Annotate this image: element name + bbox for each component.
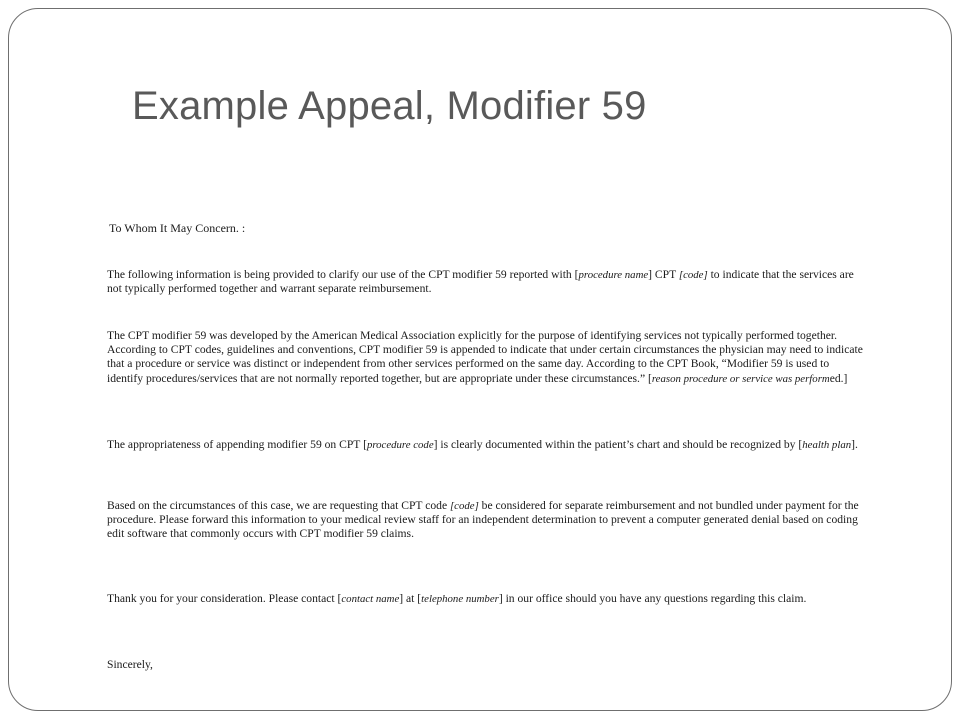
- placeholder-procedure-name: procedure name: [578, 269, 649, 281]
- paragraph-thanks: [107, 592, 863, 606]
- placeholder-contact-name: contact name: [341, 593, 400, 605]
- text-run: Based on the circumstances of this case, we are requesting that CPT code: [107, 499, 450, 512]
- paragraph-purpose: [107, 268, 863, 296]
- closing: Sincerely,: [107, 658, 153, 671]
- paragraph-modifier-definition: [107, 329, 863, 386]
- paragraph-documentation: [107, 438, 863, 452]
- text-run: The CPT modifier 59 was developed by the American Medical Association explicitly for the purpose of identifying services not typically performed together. According to CPT codes, guidelines and conventions, CPT modifier 59 is appended to indicate that under certain circumstances the physician may need to indicate that a procedure or service was distinct or independent from other services performed on the same day. According to the CPT Book, “Modifier 59 is used to identify procedures/services that are not normally reported together, but are appropriate under these circumstances.” [: [107, 329, 863, 385]
- text-run: to indicate that the services are not typically performed together and warrant separate reimbursement.: [107, 268, 854, 296]
- slide-title: Example Appeal, Modifier 59: [132, 84, 647, 128]
- paragraph-request: [107, 499, 863, 542]
- placeholder-health-plan: health plan: [802, 439, 852, 451]
- text-run: ed.]: [829, 371, 848, 385]
- salutation: To Whom It May Concern. :: [109, 221, 246, 235]
- text-run: ] is clearly documented within the patient’s chart and should be recognized by [: [433, 438, 803, 451]
- slide-frame: [8, 8, 952, 711]
- text-run: be considered for separate reimbursement and not bundled under payment for the procedure. Please forward this information to your medical review staff for an independent determination to prevent a computer generated denial based on coding edit software that commonly occurs with CPT modifier 59 claims.: [107, 499, 859, 541]
- placeholder-code: [code]: [678, 269, 708, 281]
- text-run: Thank you for your consideration. Please contact [: [107, 592, 342, 605]
- text-run: ].: [851, 438, 858, 451]
- placeholder-code: [code]: [449, 500, 479, 512]
- placeholder-procedure-code: procedure code: [366, 439, 434, 451]
- text-run: ] in our office should you have any questions regarding this claim.: [498, 592, 807, 605]
- text-run: ] CPT: [648, 268, 679, 281]
- text-run: The appropriateness of appending modifier 59 on CPT [: [107, 438, 367, 451]
- placeholder-telephone-number: telephone number: [421, 593, 499, 605]
- text-run: The following information is being provided to clarify our use of the CPT modifier 59 reported with [: [107, 268, 579, 281]
- placeholder-reason: reason procedure or service was perform: [651, 372, 830, 385]
- text-run: ] at [: [399, 592, 422, 605]
